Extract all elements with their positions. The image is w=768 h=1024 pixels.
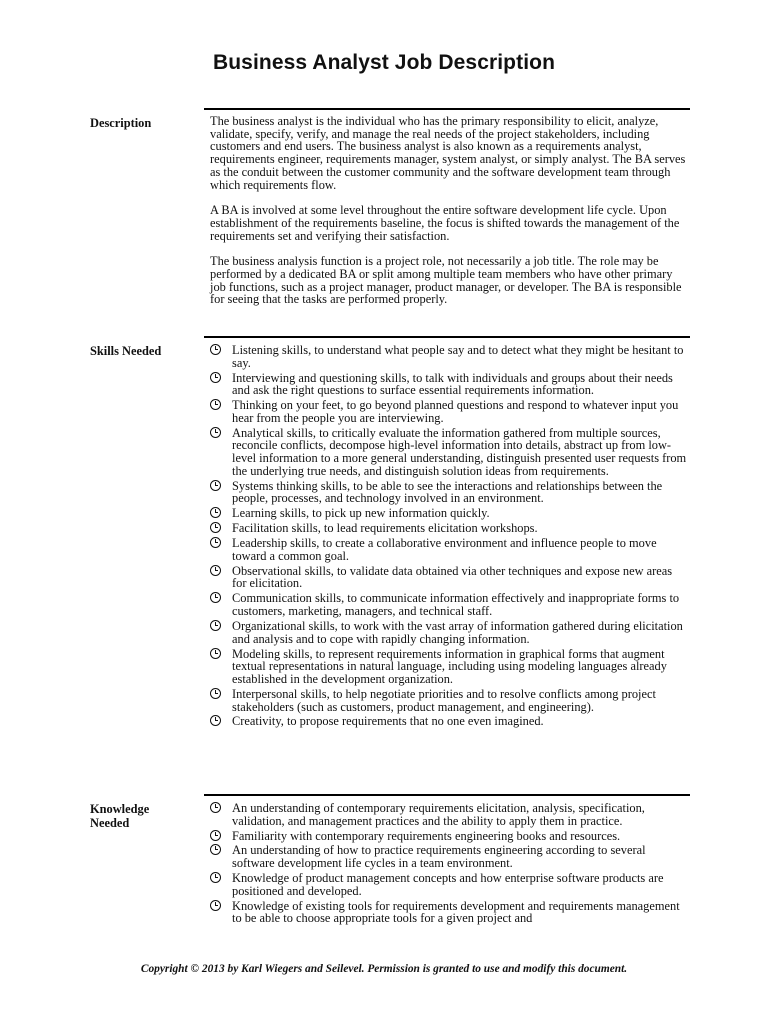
knowledge-text: Knowledge of product management concepts and how enterprise software products are positioned and developed. [232, 871, 664, 898]
list-item [210, 715, 688, 728]
clock-bullet-icon [210, 372, 221, 383]
list-item [210, 900, 688, 925]
clock-bullet-icon [210, 620, 221, 631]
skill-text: Creativity, to propose requirements that no one even imagined. [232, 714, 544, 729]
clock-bullet-icon [210, 427, 221, 438]
list-item [210, 344, 688, 369]
knowledge-list [210, 802, 688, 925]
skill-text: Observational skills, to validate data obtained via other techniques and expose new areas for elicitation. [232, 563, 673, 591]
skill-text: Systems thinking skills, to be able to see the interactions and relationships between the people, processes, and technology involved in an environment. [232, 478, 663, 506]
clock-bullet-icon [210, 648, 221, 659]
clock-bullet-icon [210, 715, 221, 726]
knowledge-label-line: Knowledge [90, 802, 150, 816]
copyright-footer: Copyright © 2013 by Karl Wiegers and Seilevel. Permission is granted to use and modify this document. [140, 963, 628, 975]
clock-bullet-icon [210, 565, 221, 576]
list-item [210, 620, 688, 645]
knowledge-text: Familiarity with contemporary requirements engineering books and resources. [232, 828, 621, 843]
list-item [210, 802, 688, 827]
list-item [210, 480, 688, 505]
skills-label: Skills Needed [90, 344, 162, 358]
knowledge-label [90, 802, 190, 830]
description-paragraph: The business analyst is the individual who has the primary responsibility to elicit, analyze, validate, specify, verify, and manage the real needs of the project stakeholders, including customers and end users. The business analyst is also known as a requirements analyst, requirements engineer, requirements manager, system analyst, or simply analyst. The BA serves as the conduit between the customer community and the software development team through which requirements flow. [210, 114, 686, 192]
list-item [210, 399, 688, 424]
clock-bullet-icon [210, 688, 221, 699]
list-item [210, 648, 688, 686]
skill-text: Interpersonal skills, to help negotiate priorities and to resolve conflicts among project stakeholders (such as customers, product management, and engineering). [232, 686, 656, 714]
list-item [210, 592, 688, 617]
description-body [210, 115, 688, 306]
list-item [210, 507, 688, 520]
skill-text: Communication skills, to communicate information effectively and inappropriate forms to customers, marketing, managers, and technical staff. [232, 591, 680, 619]
list-item [210, 565, 688, 590]
list-item [210, 522, 688, 535]
skill-text: Analytical skills, to critically evaluate the information gathered from multiple sources, reconcile conflicts, decompose high-level information into details, abstract up from low-level information to a more general understanding, distinguish presented user requests from the underlying true needs, and distinguish solution ideas from requirements. [232, 425, 687, 478]
clock-bullet-icon [210, 872, 221, 883]
clock-bullet-icon [210, 537, 221, 548]
list-item [210, 830, 688, 843]
description-label: Description [90, 116, 152, 130]
clock-bullet-icon [210, 522, 221, 533]
knowledge-text: An understanding of how to practice requirements engineering according to several software development life cycles in a team environment. [232, 843, 646, 871]
list-item [210, 372, 688, 397]
knowledge-text: Knowledge of existing tools for requirements development and requirements management to be able to choose appropriate tools for a given project and [232, 898, 680, 926]
clock-bullet-icon [210, 900, 221, 911]
skill-text: Facilitation skills, to lead requirements elicitation workshops. [232, 521, 538, 536]
skill-text: Leadership skills, to create a collaborative environment and influence people to move toward a common goal. [232, 536, 657, 563]
clock-bullet-icon [210, 480, 221, 491]
page-title: Business Analyst Job Description [212, 51, 555, 74]
knowledge-body [210, 802, 688, 927]
skills-body [210, 344, 688, 730]
skill-text: Thinking on your feet, to go beyond planned questions and respond to whatever input you hear from the people you are interviewing. [232, 398, 679, 425]
skill-text: Interviewing and questioning skills, to talk with individuals and groups about their needs and ask the right questions to surface essential requirements information. [232, 370, 673, 398]
knowledge-text: An understanding of contemporary requirements elicitation, analysis, specification, validation, and management practices and the ability to apply them in practice. [232, 801, 645, 828]
clock-bullet-icon [210, 399, 221, 410]
clock-bullet-icon [210, 830, 221, 841]
skill-text: Listening skills, to understand what people say and to detect what they might be hesitant to say. [232, 343, 684, 370]
list-item [210, 688, 688, 713]
skills-list [210, 344, 688, 728]
skill-text: Organizational skills, to work with the vast array of information gathered during elicitation and analysis and to cope with rapidly changing information. [232, 618, 683, 646]
skill-text: Learning skills, to pick up new information quickly. [232, 506, 490, 521]
clock-bullet-icon [210, 592, 221, 603]
list-item [210, 844, 688, 869]
list-item [210, 872, 688, 897]
description-paragraph: A BA is involved at some level throughout the entire software development life cycle. Upon establishment of the requirements baseline, the focus is shifted towards the management of the requirements set and verifying their satisfaction. [210, 203, 680, 243]
section-rule [204, 336, 690, 338]
list-item [210, 537, 688, 562]
section-rule [204, 794, 690, 796]
skill-text: Modeling skills, to represent requirements information in graphical forms that augment textual representations in natural language, including using modeling languages already established in the development organization. [232, 646, 667, 686]
clock-bullet-icon [210, 344, 221, 355]
clock-bullet-icon [210, 802, 221, 813]
clock-bullet-icon [210, 844, 221, 855]
description-paragraph: The business analysis function is a project role, not necessarily a job title. The role may be performed by a dedicated BA or split among multiple team members who have other primary job functions, such as a project manager, product manager, or developer. The BA is responsible for seeing that the tasks are performed properly. [210, 254, 682, 307]
list-item [210, 427, 688, 478]
clock-bullet-icon [210, 507, 221, 518]
section-rule [204, 108, 690, 110]
knowledge-label-line: Needed [90, 816, 130, 830]
